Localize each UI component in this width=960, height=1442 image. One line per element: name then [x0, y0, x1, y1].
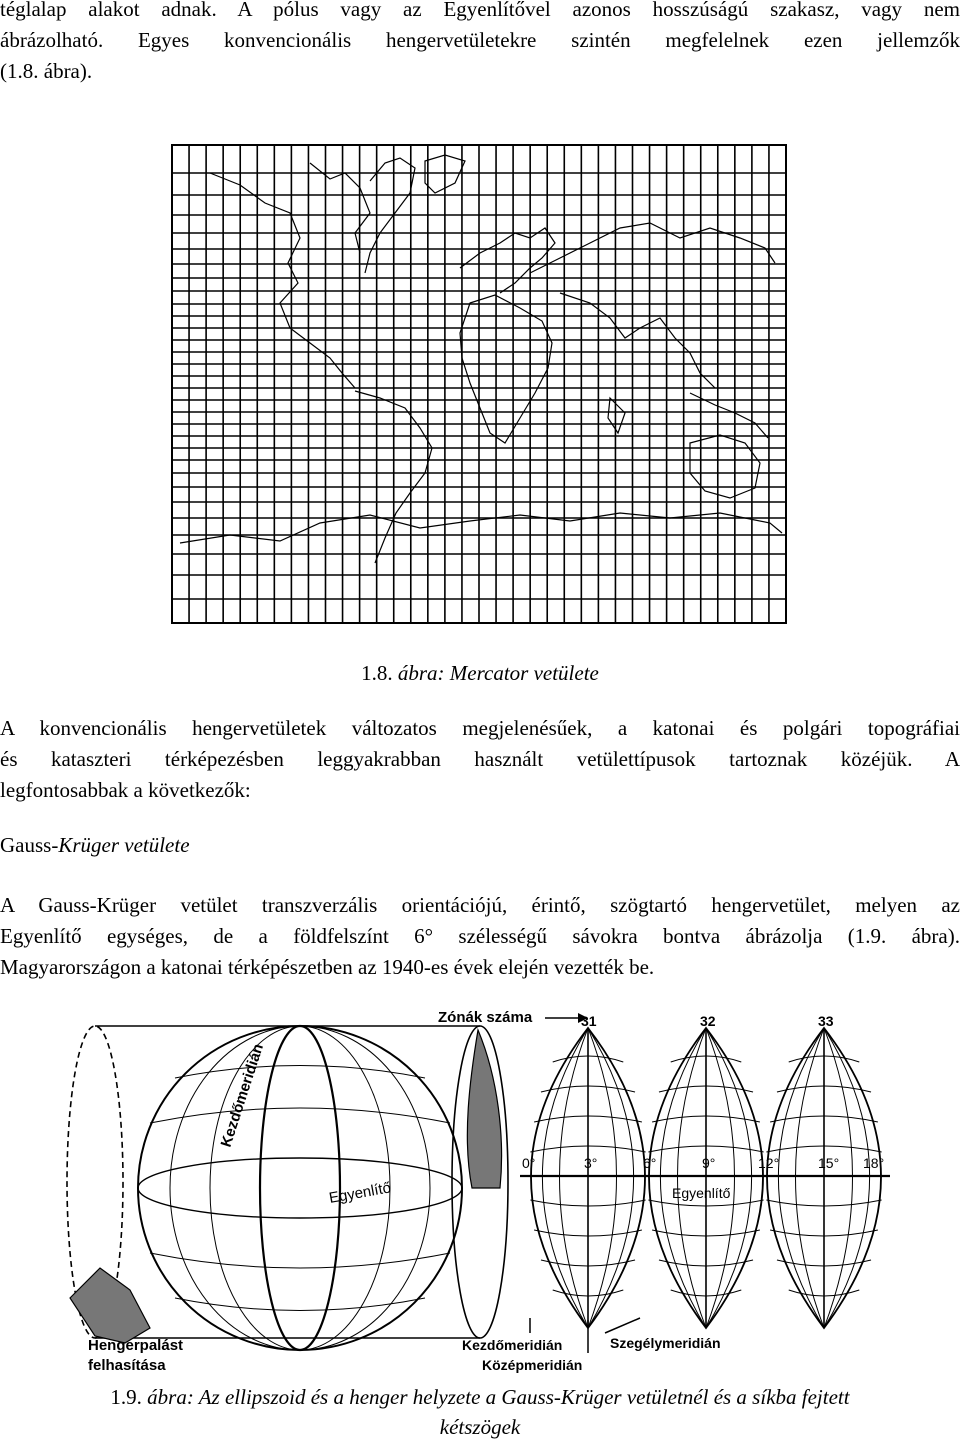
paragraph-3-line: Magyarországon a katonai térképészetben az 1940-es évek elején vezették be. [0, 955, 655, 979]
intro-line: ábrázolható. Egyes konvencionális hengervetületekre szintén megfelelnek ezen jellemzők [0, 28, 960, 52]
hengerpalast-label: Hengerpalást [88, 1337, 184, 1354]
cylinder-cut-flap [70, 1268, 150, 1343]
zone-number: 33 [818, 1013, 834, 1029]
heading-italic: Krüger vetülete [58, 833, 190, 857]
figure2-caption-text-2: kétszögek [439, 1415, 521, 1439]
intro-line: téglalap alakot adnak. A pólus vagy az Egyenlítővel azonos hosszúságú szakasz, vagy nem [0, 0, 960, 21]
globe-egyenlito-label: Egyenlítő [327, 1179, 393, 1207]
gores [530, 1028, 881, 1328]
gore-meridian [824, 1028, 853, 1328]
gore-meridian [796, 1028, 825, 1328]
gauss-kruger-graphic [0, 998, 960, 1382]
gore-meridian [542, 1028, 588, 1328]
figure2-caption-text: ábra: Az ellipszoid és a henger helyzete a Gauss-Krüger vetületnél és a síkba fejtett [147, 1385, 850, 1409]
degree-label: 12° [758, 1155, 780, 1171]
paragraph-3 [0, 890, 960, 983]
gore-meridian [778, 1028, 824, 1328]
paragraph-3-line: Egyenlítő egységes, de a földfelszínt 6° szélességű sávokra bontva ábrázolja (1.9. ábra). [0, 924, 960, 948]
zone-number: 31 [581, 1013, 597, 1029]
zones-title: Zónák száma [438, 1009, 533, 1026]
felhasitasa-label: felhasítása [88, 1357, 166, 1374]
degree-label: 3° [584, 1155, 598, 1171]
paragraph-3-line: A Gauss-Krüger vetület transzverzális orientációjú, érintő, szögtartó hengervetület, melyen az [0, 893, 960, 917]
degree-label: 6° [643, 1155, 657, 1171]
figure2-caption [0, 1382, 960, 1442]
degree-label: 9° [702, 1155, 716, 1171]
szegelymeridian-label: Szegélymeridián [610, 1335, 721, 1351]
paragraph-2-line: A konvencionális hengervetületek változatos megjelenésűek, a katonai és polgári topográfiai [0, 716, 960, 740]
gores-egyenlito-label: Egyenlítő [672, 1185, 731, 1201]
mercator-map-graphic [170, 143, 788, 625]
gore-meridian [588, 1028, 634, 1328]
figure1-caption [0, 658, 960, 688]
globe [138, 1026, 462, 1350]
gore-meridian [678, 1028, 707, 1328]
degree-label: 18° [863, 1155, 885, 1171]
intro-paragraph [0, 0, 960, 87]
figure1-caption-number: 1.8. [361, 661, 393, 685]
cylinder [67, 1026, 508, 1338]
gore-meridian [560, 1028, 589, 1328]
degree-label: 15° [818, 1155, 840, 1171]
gore-meridian [588, 1028, 617, 1328]
section-heading [0, 830, 960, 861]
kezdomeridian-bottom-label: Kezdőmeridián [462, 1337, 563, 1353]
mercator-figure [170, 143, 788, 625]
globe-kezdomeridian-label: Kezdőmeridián [217, 1041, 268, 1150]
figure1-caption-text: ábra: Mercator vetülete [397, 661, 599, 685]
intro-line: (1.8. ábra). [0, 59, 93, 83]
heading-prefix: Gauss- [0, 833, 59, 857]
paragraph-2-line: legfontosabbak a következők: [0, 778, 251, 802]
zone-number: 32 [700, 1013, 716, 1029]
paragraph-2-line: és kataszteri térképezésben leggyakrabban használt vetülettípusok tartoznak közéjük. A [0, 747, 960, 771]
gore-meridian [660, 1028, 706, 1328]
figure2-caption-number: 1.9. [110, 1385, 142, 1409]
gore-meridian [706, 1028, 752, 1328]
gore-meridian [824, 1028, 870, 1328]
degree-label: 0° [522, 1155, 536, 1171]
kozepmeridian-label: Középmeridián [482, 1357, 583, 1373]
paragraph-2 [0, 713, 960, 806]
gauss-kruger-figure [0, 998, 960, 1382]
gore-meridian [706, 1028, 735, 1328]
degree-labels [522, 1155, 884, 1171]
